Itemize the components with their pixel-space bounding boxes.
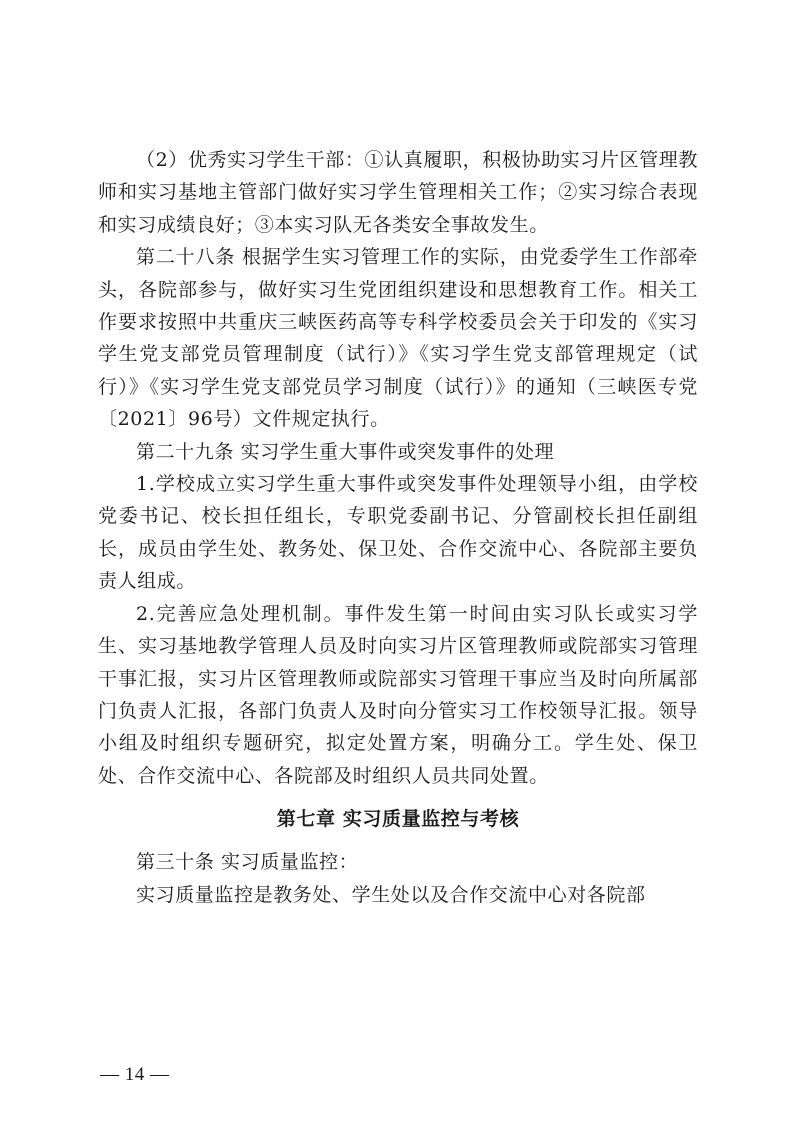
- paragraph-quality-monitoring: 实习质量监控是教务处、学生处以及合作交流中心对各院部: [136, 883, 646, 906]
- document-body: [98, 144, 698, 911]
- paragraph-article-29: 第二十九条 实习学生重大事件或突发事件的处理: [136, 440, 555, 463]
- chapter-heading: 第七章 实习质量监控与考核: [276, 808, 520, 831]
- page-number: — 14 —: [100, 1064, 170, 1085]
- paragraph-article-28: 第二十八条 根据学生实习管理工作的实际，由党委学生工作部牵头，各院部参与，做好实习生党团组织建设和思想教育工作。相关工作要求按照中共重庆三峡医药高等专科学校委员会关于印发的《实习学生党支部党员管理制度（试行）》《实习学生党支部管理规定（试行）》《实习学生党支部党员学习制度（试行）》的通知（三峡医专党〔2021〕96号）文件规定执行。: [98, 246, 698, 431]
- paragraph-outstanding-cadre: （2）优秀实习学生干部：①认真履职，积极协助实习片区管理教师和实习基地主管部门做好实习学生管理相关工作；②实习综合表现和实习成绩良好；③本实习队无各类安全事故发生。: [98, 149, 698, 236]
- paragraph-leading-group: 1.学校成立实习学生重大事件或突发事件处理领导小组，由学校党委书记、校长担任组长，专职党委副书记、分管副校长担任副组长，成员由学生处、教务处、保卫处、合作交流中心、各院部主要负责人组成。: [98, 473, 698, 593]
- paragraph-emergency-mechanism: 2.完善应急处理机制。事件发生第一时间由实习队长或实习学生、实习基地教学管理人员及时向实习片区管理教师或院部实习管理干事汇报，实习片区管理教师或院部实习管理干事应当及时向所属部门负责人汇报，各部门负责人及时向分管实习工作校领导汇报。领导小组及时组织专题研究，拟定处置方案，明确分工。学生处、保卫处、合作交流中心、各院部及时组织人员共同处置。: [98, 602, 698, 787]
- paragraph-article-30: 第三十条 实习质量监控：: [136, 851, 359, 874]
